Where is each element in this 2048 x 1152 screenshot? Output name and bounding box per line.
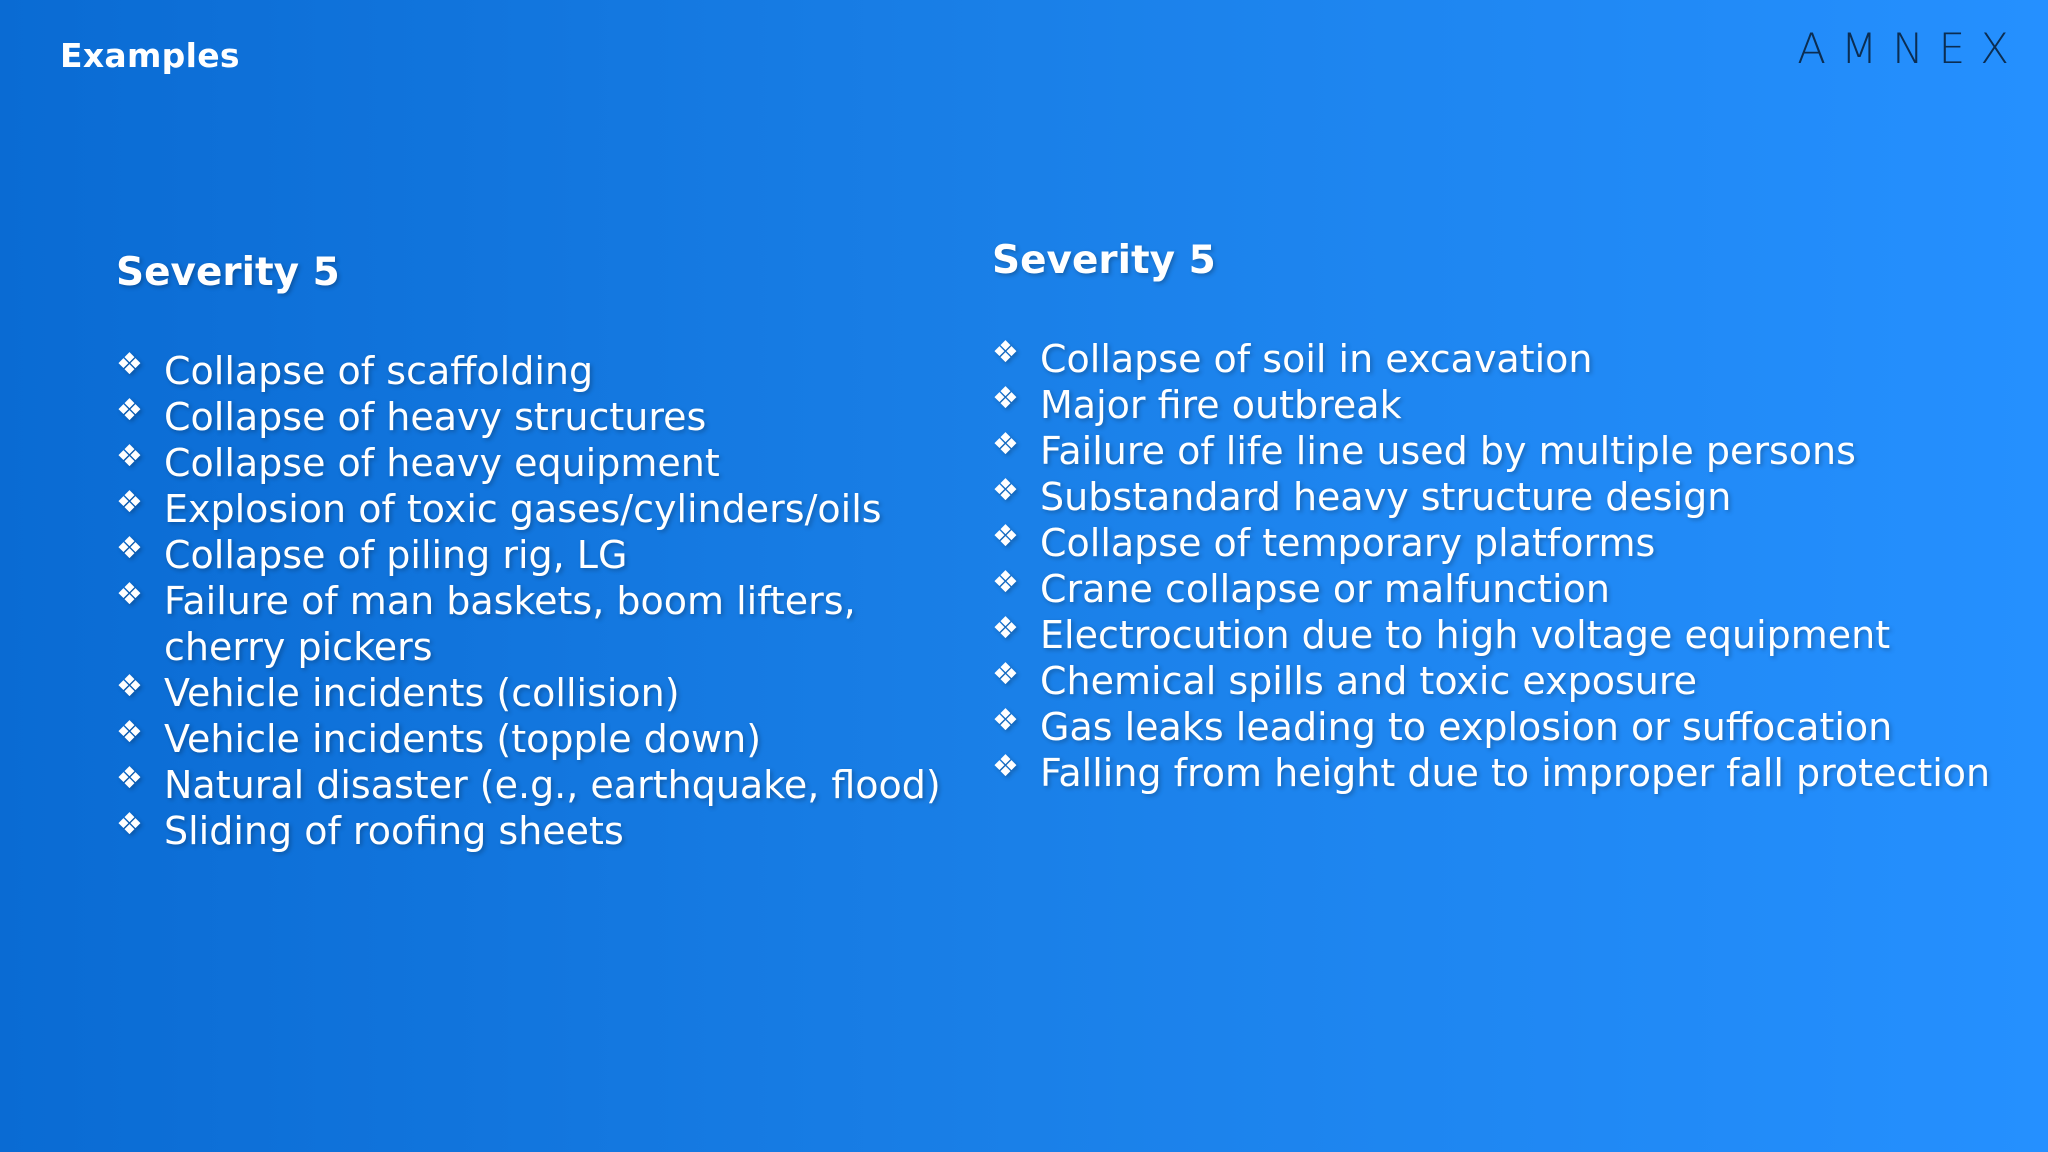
list-item-text: Substandard heavy structure design — [1040, 475, 1732, 519]
list-item — [116, 486, 976, 532]
list-item — [992, 658, 2002, 704]
right-column-heading: Severity 5 — [992, 238, 1216, 283]
list-item — [992, 336, 2002, 382]
four-diamond-bullet-icon: ❖ — [116, 715, 143, 750]
list-item — [992, 704, 2002, 750]
four-diamond-bullet-icon: ❖ — [992, 749, 1019, 784]
list-item-text: Failure of man baskets, boom lifters, cherry pickers — [164, 579, 856, 669]
list-item-text: Sliding of roofing sheets — [164, 809, 624, 853]
list-item — [992, 474, 2002, 520]
brand-logo: AMNEX — [1797, 24, 2024, 73]
list-item — [992, 520, 2002, 566]
list-item-text: Collapse of heavy equipment — [164, 441, 720, 485]
left-bullet-list — [116, 348, 976, 854]
list-item — [992, 566, 2002, 612]
list-item — [116, 394, 976, 440]
list-item-text: Explosion of toxic gases/cylinders/oils — [164, 487, 882, 531]
four-diamond-bullet-icon: ❖ — [116, 577, 143, 612]
list-item-text: Falling from height due to improper fall protection — [1040, 751, 1991, 795]
four-diamond-bullet-icon: ❖ — [992, 565, 1019, 600]
list-item — [992, 612, 2002, 658]
list-item-text: Chemical spills and toxic exposure — [1040, 659, 1698, 703]
list-item — [116, 532, 976, 578]
list-item-text: Crane collapse or malfunction — [1040, 567, 1610, 611]
list-item-text: Collapse of scaffolding — [164, 349, 594, 393]
list-item — [116, 762, 976, 808]
list-item-text: Electrocution due to high voltage equipment — [1040, 613, 1891, 657]
list-item — [116, 670, 976, 716]
four-diamond-bullet-icon: ❖ — [116, 669, 143, 704]
left-column — [116, 248, 976, 854]
four-diamond-bullet-icon: ❖ — [992, 703, 1019, 738]
list-item-text: Collapse of temporary platforms — [1040, 521, 1656, 565]
four-diamond-bullet-icon: ❖ — [992, 335, 1019, 370]
four-diamond-bullet-icon: ❖ — [992, 381, 1019, 416]
list-item — [992, 382, 2002, 428]
list-item — [116, 578, 976, 670]
right-column — [992, 236, 2002, 796]
four-diamond-bullet-icon: ❖ — [116, 347, 143, 382]
four-diamond-bullet-icon: ❖ — [992, 657, 1019, 692]
four-diamond-bullet-icon: ❖ — [116, 761, 143, 796]
list-item-text: Failure of life line used by multiple persons — [1040, 429, 1856, 473]
list-item-text: Collapse of piling rig, LG — [164, 533, 628, 577]
list-item — [116, 440, 976, 486]
four-diamond-bullet-icon: ❖ — [116, 531, 143, 566]
list-item — [992, 428, 2002, 474]
four-diamond-bullet-icon: ❖ — [116, 807, 143, 842]
list-item — [116, 348, 976, 394]
list-item — [992, 750, 2002, 796]
four-diamond-bullet-icon: ❖ — [992, 611, 1019, 646]
four-diamond-bullet-icon: ❖ — [992, 519, 1019, 554]
list-item-text: Collapse of heavy structures — [164, 395, 707, 439]
list-item-text: Gas leaks leading to explosion or suffocation — [1040, 705, 1893, 749]
list-item — [116, 716, 976, 762]
list-item-text: Vehicle incidents (topple down) — [164, 717, 762, 761]
list-item — [116, 808, 976, 854]
right-bullet-list — [992, 336, 2002, 796]
four-diamond-bullet-icon: ❖ — [116, 439, 143, 474]
list-item-text: Collapse of soil in excavation — [1040, 337, 1593, 381]
left-column-heading: Severity 5 — [116, 250, 340, 295]
list-item-text: Vehicle incidents (collision) — [164, 671, 680, 715]
slide-title: Examples — [60, 36, 240, 75]
four-diamond-bullet-icon: ❖ — [992, 427, 1019, 462]
list-item-text: Major fire outbreak — [1040, 383, 1402, 427]
four-diamond-bullet-icon: ❖ — [116, 485, 143, 520]
list-item-text: Natural disaster (e.g., earthquake, flood) — [164, 763, 941, 807]
four-diamond-bullet-icon: ❖ — [116, 393, 143, 428]
four-diamond-bullet-icon: ❖ — [992, 473, 1019, 508]
